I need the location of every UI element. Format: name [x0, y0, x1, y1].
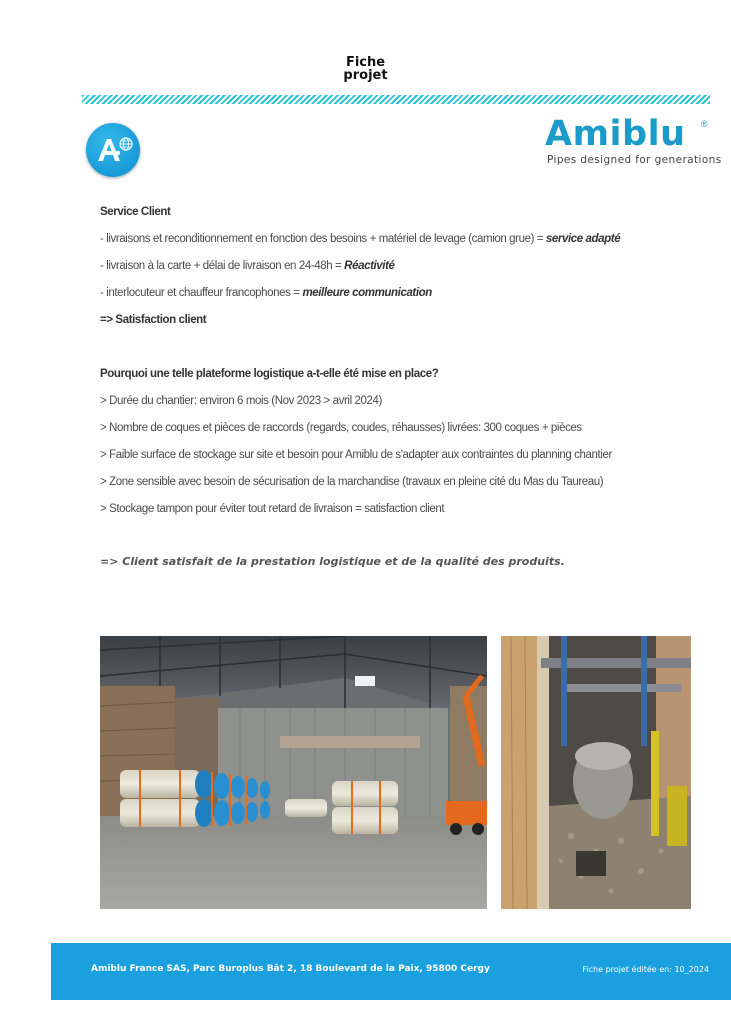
service-item: - interlocuteur et chauffeur francophones = meilleure communication — [100, 287, 432, 299]
page-title — [0, 56, 731, 82]
footer-bar — [51, 943, 731, 1000]
footer-edition-date: Fiche projet éditée en: 10_2024 — [582, 965, 709, 974]
why-item: > Durée du chantier: environ 6 mois (Nov 2023 > avril 2024) — [100, 395, 382, 407]
service-item: - livraisons et reconditionnement en fonction des besoins + matériel de levage (camion grue) = service adapté — [100, 233, 621, 245]
section-spacer — [100, 338, 700, 365]
conclusion-text: => Client satisfait de la prestation logistique et de la qualité des produits. — [100, 555, 565, 568]
why-heading: Pourquoi une telle plateforme logistique a-t-elle été mise en place? — [100, 368, 439, 380]
service-emphasis: service adapté — [545, 233, 621, 245]
page-title-line1: Fiche — [345, 55, 386, 70]
service-result: => Satisfaction client — [100, 314, 207, 326]
page-title-line2: projet — [343, 68, 388, 83]
logo-wordmark: Amiblu — [545, 114, 686, 154]
main-content — [100, 203, 700, 527]
service-item: - livraison à la carte + délai de livraison en 24-48h = Réactivité — [100, 260, 395, 272]
why-item: > Zone sensible avec besoin de sécurisation de la marchandise (travaux en pleine cité du Mas du Taureau) — [100, 476, 604, 488]
amiblu-logo — [545, 114, 722, 170]
why-item: > Nombre de coques et pièces de raccords (regards, coudes, réhausses) livrées: 300 coques + pièces — [100, 422, 582, 434]
why-item: > Stockage tampon pour éviter tout retard de livraison = satisfaction client — [100, 503, 445, 515]
a-plus-globe-icon — [86, 123, 140, 177]
logo-registered-mark: ® — [701, 119, 708, 129]
logo-tagline: Pipes designed for generations — [547, 154, 722, 166]
warehouse-pipes-photo — [100, 636, 487, 909]
header-stripe-divider — [82, 95, 710, 104]
trench-pipe-install-photo — [501, 636, 691, 909]
service-heading: Service Client — [100, 206, 171, 218]
service-emphasis: meilleure communication — [302, 287, 432, 299]
service-emphasis: Réactivité — [344, 260, 395, 272]
footer-address: Amiblu France SAS, Parc Buroplus Bât 2, 18 Boulevard de la Paix, 95800 Cergy — [91, 964, 490, 974]
why-item: > Faible surface de stockage sur site et besoin pour Amiblu de s'adapter aux contraintes du planning chantier — [100, 449, 612, 461]
